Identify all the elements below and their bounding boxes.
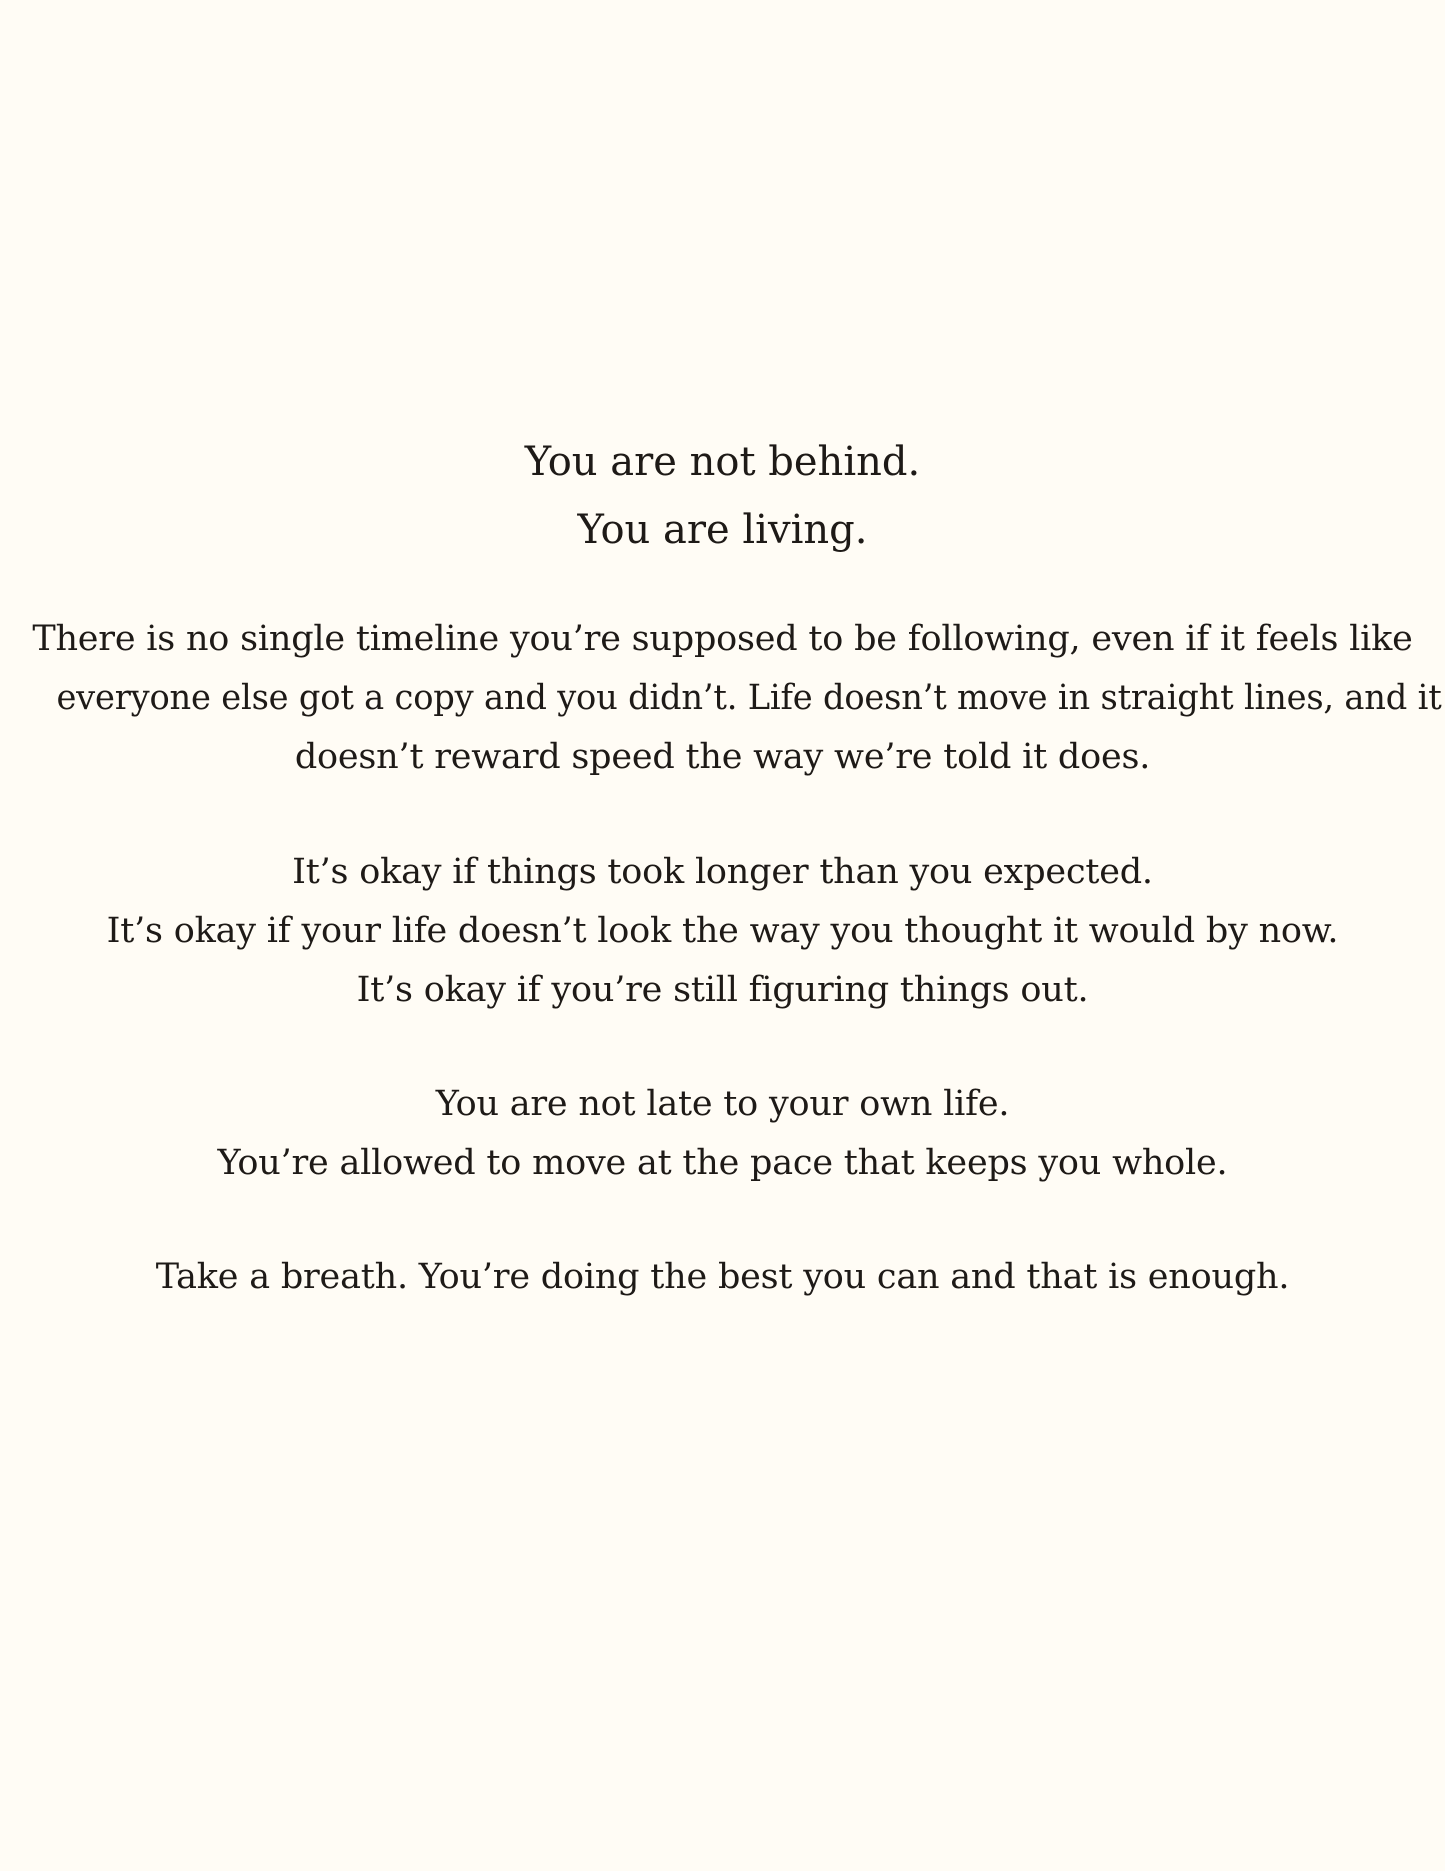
paragraph-line: Take a breath. You’re doing the best you can and that is enough.: [155, 1257, 1290, 1297]
paragraph-line: There is no single timeline you’re supposed to be following, even if it feels like: [32, 619, 1413, 659]
paragraph-line: everyone else got a copy and you didn’t. Life doesn’t move in straight lines, and it: [56, 678, 1442, 718]
paragraph-line: It’s okay if you’re still figuring things out.: [356, 970, 1089, 1010]
paragraph-line: It’s okay if your life doesn’t look the way you thought it would by now.: [106, 911, 1339, 951]
paragraph-line: You are not late to your own life.: [435, 1084, 1010, 1124]
paragraph-not-late: [30, 1075, 1415, 1193]
paragraph-its-okay: [30, 843, 1415, 1020]
heading: [30, 428, 1415, 564]
paragraph-timeline: [30, 610, 1442, 787]
heading-line-2: You are living.: [577, 507, 868, 553]
paragraph-line: doesn’t reward speed the way we’re told it does.: [294, 737, 1151, 777]
paragraph-take-a-breath: [30, 1248, 1415, 1307]
paragraph-line: You’re allowed to move at the pace that keeps you whole.: [217, 1143, 1228, 1183]
heading-line-1: You are not behind.: [524, 439, 921, 485]
paragraph-line: It’s okay if things took longer than you expected.: [292, 852, 1153, 892]
